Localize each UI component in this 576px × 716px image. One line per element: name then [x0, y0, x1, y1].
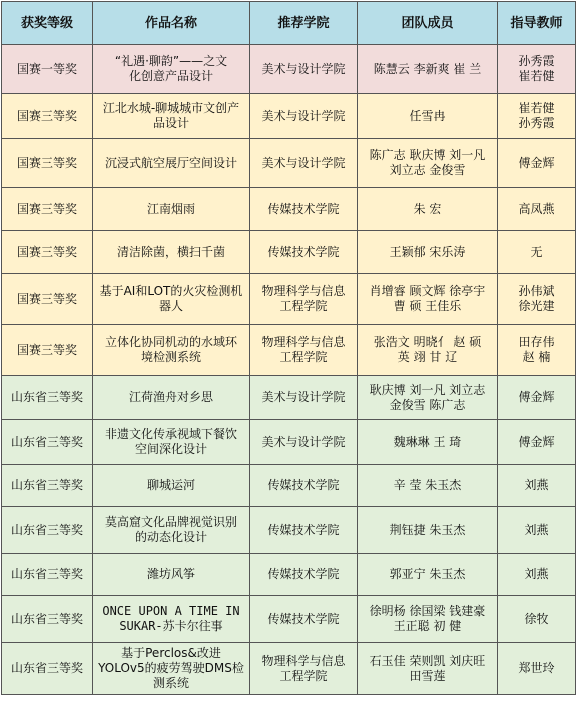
award-level-cell: 山东省三等奖 — [2, 643, 93, 695]
award-level-cell: 山东省三等奖 — [2, 420, 93, 465]
work-title-cell: 沉浸式航空展厅空间设计 — [93, 139, 250, 188]
advisor-cell: 孙伟斌 徐光建 — [498, 274, 576, 325]
work-title-cell: 江南烟雨 — [93, 188, 250, 231]
team-members-cell: 王颖郁 宋乐涛 — [358, 231, 498, 274]
college-cell: 美术与设计学院 — [250, 376, 358, 420]
header-row — [2, 2, 576, 45]
advisor-cell: 高凤燕 — [498, 188, 576, 231]
table-row — [2, 507, 576, 554]
work-title-cell: 清洁除菌，横扫千菌 — [93, 231, 250, 274]
team-members-cell: 郭亚宁 朱玉杰 — [358, 554, 498, 596]
advisor-cell: 傅金辉 — [498, 376, 576, 420]
team-members-cell: 耿庆博 刘一凡 刘立志 金俊雪 陈广志 — [358, 376, 498, 420]
work-title-cell: 非遗文化传承视域下餐饮 空间深化设计 — [93, 420, 250, 465]
award-level-cell: 山东省三等奖 — [2, 554, 93, 596]
team-members-cell: 石玉佳 荣则凯 刘庆旺 田雪莲 — [358, 643, 498, 695]
award-level-cell: 山东省三等奖 — [2, 596, 93, 643]
work-title-cell: 基于AI和LOT的火灾检测机 器人 — [93, 274, 250, 325]
table-row — [2, 325, 576, 376]
college-cell: 物理科学与信息 工程学院 — [250, 274, 358, 325]
table-row — [2, 139, 576, 188]
advisor-cell: 刘燕 — [498, 554, 576, 596]
header-advisor: 指导教师 — [498, 2, 576, 45]
award-level-cell: 国赛一等奖 — [2, 45, 93, 94]
table-row — [2, 231, 576, 274]
header-team-members: 团队成员 — [358, 2, 498, 45]
table-row — [2, 420, 576, 465]
award-level-cell: 山东省三等奖 — [2, 376, 93, 420]
college-cell: 传媒技术学院 — [250, 507, 358, 554]
table-row — [2, 94, 576, 139]
advisor-cell: 孙秀霞 崔若健 — [498, 45, 576, 94]
work-title-cell: 基于Perclos&改进 YOLOv5的疲劳驾驶DMS检 测系统 — [93, 643, 250, 695]
award-level-cell: 国赛三等奖 — [2, 231, 93, 274]
table-row — [2, 465, 576, 507]
table-row — [2, 376, 576, 420]
college-cell: 物理科学与信息 工程学院 — [250, 325, 358, 376]
team-members-cell: 魏琳琳 王 琦 — [358, 420, 498, 465]
table-row — [2, 554, 576, 596]
award-level-cell: 山东省三等奖 — [2, 507, 93, 554]
advisor-cell: 崔若健 孙秀霞 — [498, 94, 576, 139]
team-members-cell: 肖增睿 顾文辉 徐亭宇 曹 硕 王佳乐 — [358, 274, 498, 325]
college-cell: 传媒技术学院 — [250, 231, 358, 274]
college-cell: 传媒技术学院 — [250, 554, 358, 596]
advisor-cell: 徐牧 — [498, 596, 576, 643]
award-level-cell: 国赛三等奖 — [2, 274, 93, 325]
college-cell: 物理科学与信息 工程学院 — [250, 643, 358, 695]
college-cell: 美术与设计学院 — [250, 45, 358, 94]
table-row — [2, 643, 576, 695]
header-work-title: 作品名称 — [93, 2, 250, 45]
college-cell: 美术与设计学院 — [250, 420, 358, 465]
advisor-cell: 傅金辉 — [498, 139, 576, 188]
header-college: 推荐学院 — [250, 2, 358, 45]
college-cell: 传媒技术学院 — [250, 596, 358, 643]
work-title-cell: 聊城运河 — [93, 465, 250, 507]
advisor-cell: 郑世玲 — [498, 643, 576, 695]
college-cell: 美术与设计学院 — [250, 139, 358, 188]
table-row — [2, 274, 576, 325]
work-title-cell: ONCE UPON A TIME IN SUKAR-苏卡尔往事 — [93, 596, 250, 643]
work-title-cell: “礼遇·聊韵”——之文 化创意产品设计 — [93, 45, 250, 94]
team-members-cell: 荆钰捷 朱玉杰 — [358, 507, 498, 554]
work-title-cell: 潍坊风筝 — [93, 554, 250, 596]
award-level-cell: 国赛三等奖 — [2, 94, 93, 139]
advisor-cell: 刘燕 — [498, 465, 576, 507]
team-members-cell: 陈慧云 李新爽 崔 兰 — [358, 45, 498, 94]
team-members-cell: 任雪冉 — [358, 94, 498, 139]
award-level-cell: 国赛三等奖 — [2, 139, 93, 188]
work-title-cell: 莫高窟文化品牌视觉识别 的动态化设计 — [93, 507, 250, 554]
college-cell: 传媒技术学院 — [250, 188, 358, 231]
team-members-cell: 陈广志 耿庆博 刘一凡 刘立志 金俊雪 — [358, 139, 498, 188]
advisor-cell: 田存伟 赵 楠 — [498, 325, 576, 376]
team-members-cell: 徐明杨 徐国梁 钱建豪 王正聪 初 健 — [358, 596, 498, 643]
work-title-cell: 江北水城-聊城城市文创产 品设计 — [93, 94, 250, 139]
awards-table — [1, 1, 576, 695]
table-row — [2, 45, 576, 94]
team-members-cell: 辛 莹 朱玉杰 — [358, 465, 498, 507]
table-row — [2, 188, 576, 231]
college-cell: 美术与设计学院 — [250, 94, 358, 139]
award-level-cell: 山东省三等奖 — [2, 465, 93, 507]
award-level-cell: 国赛三等奖 — [2, 188, 93, 231]
college-cell: 传媒技术学院 — [250, 465, 358, 507]
team-members-cell: 朱 宏 — [358, 188, 498, 231]
table-row — [2, 596, 576, 643]
award-level-cell: 国赛三等奖 — [2, 325, 93, 376]
advisor-cell: 刘燕 — [498, 507, 576, 554]
work-title-cell: 江荷渔舟对乡思 — [93, 376, 250, 420]
header-award-level: 获奖等级 — [2, 2, 93, 45]
advisor-cell: 无 — [498, 231, 576, 274]
team-members-cell: 张浩文 明晓亻 赵 硕 英 翊 甘 辽 — [358, 325, 498, 376]
advisor-cell: 傅金辉 — [498, 420, 576, 465]
work-title-cell: 立体化协同机动的水域环 境检测系统 — [93, 325, 250, 376]
